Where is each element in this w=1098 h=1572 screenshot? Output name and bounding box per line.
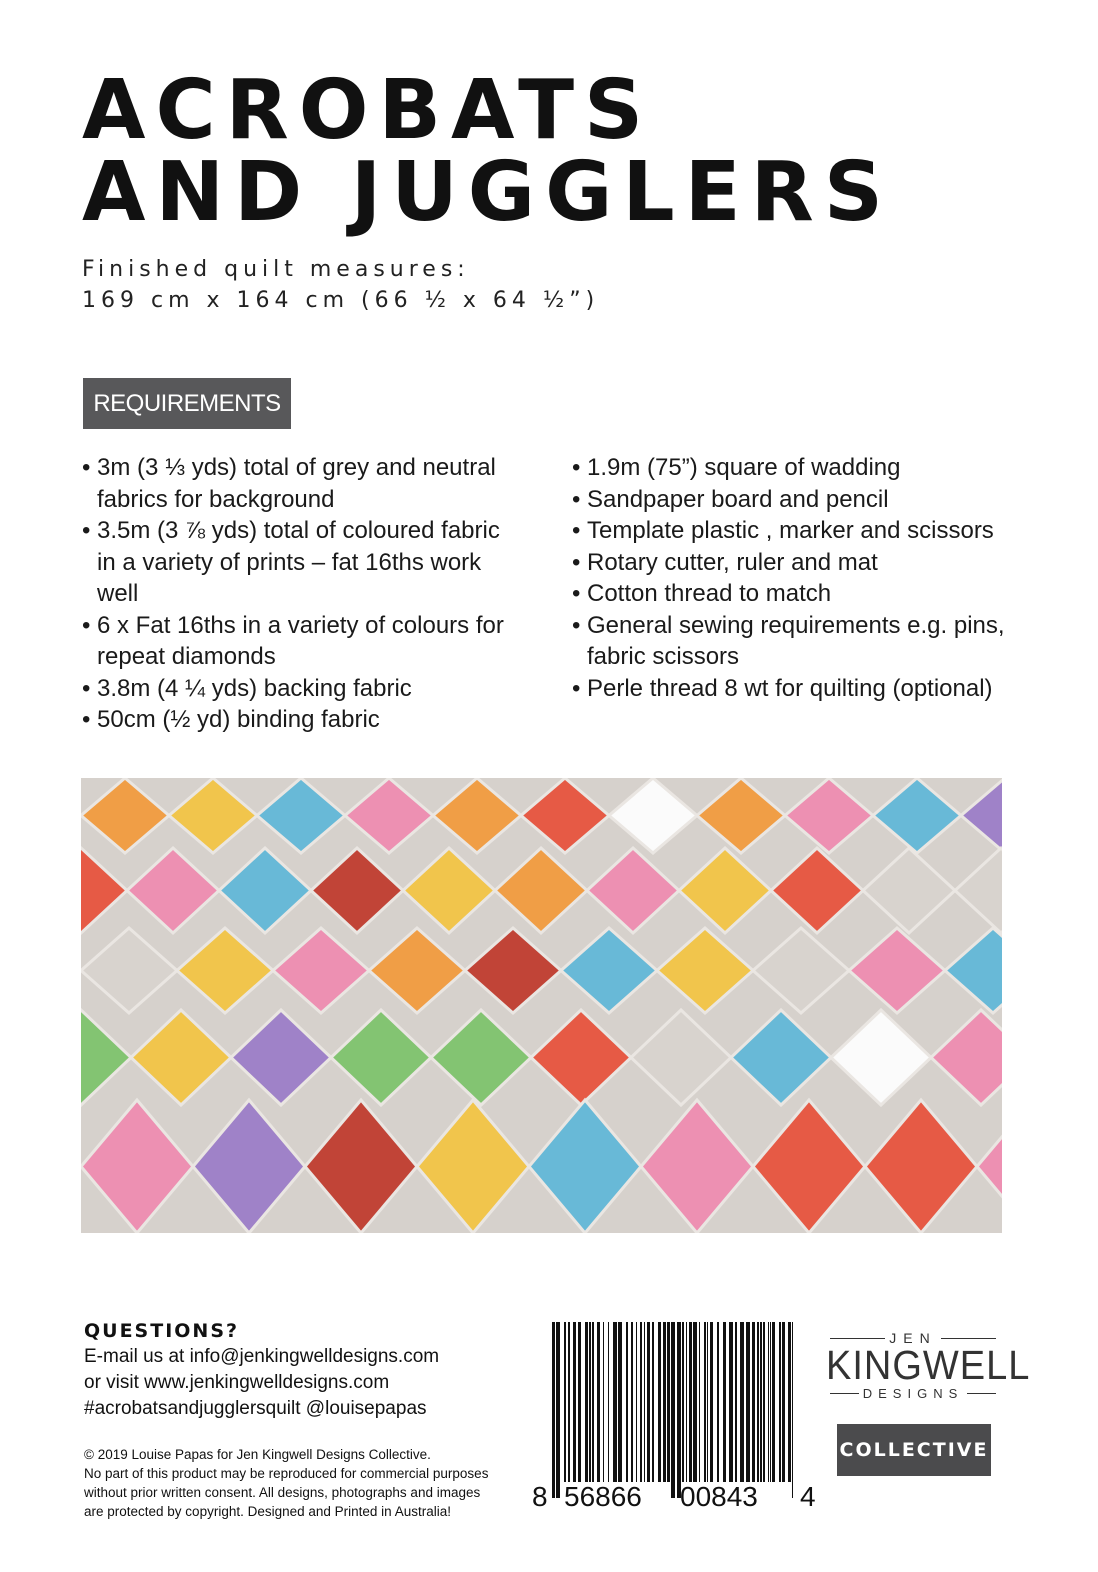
requirement-item: • 3.8m (4 ¼ yds) backing fabric [82, 673, 522, 705]
barcode-bar [631, 1322, 633, 1482]
barcode-bar [752, 1322, 755, 1482]
questions-block [84, 1318, 524, 1422]
requirements-list-left [82, 452, 522, 736]
requirement-item: • 6 x Fat 16ths in a variety of colours for repeat diamonds [82, 610, 522, 673]
copyright-notice [84, 1445, 524, 1521]
logo-rule [830, 1393, 859, 1394]
copyright-line: © 2019 Louise Papas for Jen Kingwell Designs Collective. [84, 1447, 431, 1462]
barcode-bar [626, 1322, 628, 1482]
barcode-bars [530, 1318, 820, 1518]
barcode-bar [568, 1322, 570, 1482]
requirement-item: • 1.9m (75”) square of wadding [572, 452, 1012, 484]
requirement-item: • General sewing requirements e.g. pins, fabric scissors [572, 610, 1012, 673]
barcode-bar [667, 1322, 670, 1482]
barcode-bar [589, 1322, 591, 1482]
barcode-bar [682, 1322, 684, 1482]
barcode-bar [760, 1322, 762, 1482]
requirement-item: • 50cm (½ yd) binding fabric [82, 704, 522, 736]
finished-size-label: Finished quilt measures: [82, 257, 470, 282]
logo-rule [941, 1338, 996, 1339]
barcode-bar [597, 1322, 600, 1482]
title-line-1: ACROBATS [82, 63, 654, 158]
barcode-bar [573, 1322, 576, 1482]
copyright-line: No part of this product may be reproduced for commercial purposes [84, 1466, 489, 1481]
requirement-item: • Perle thread 8 wt for quilting (optional) [572, 673, 1012, 705]
barcode-bar [671, 1322, 675, 1498]
barcode-bar [686, 1322, 687, 1482]
barcode-digits-2: 56866 [564, 1481, 642, 1512]
barcode-bar [618, 1322, 622, 1482]
barcode-bar [636, 1322, 637, 1482]
finished-size-value: 169 cm x 164 cm (66 ½ x 64 ½”) [82, 288, 600, 313]
barcode-bar [603, 1322, 604, 1482]
logo-rule [830, 1338, 885, 1339]
social-tags: #acrobatsandjugglersquilt @louisepapas [84, 1398, 427, 1419]
barcode-bar [592, 1322, 594, 1482]
logo-sub-text: DESIGNS [862, 1386, 964, 1401]
barcode-bar [663, 1322, 666, 1482]
barcode-digit-4: 4 [800, 1481, 816, 1512]
requirement-item: • Template plastic , marker and scissors [572, 515, 1012, 547]
requirement-item: • 3m (3 ⅓ yds) total of grey and neutral fabrics for background [82, 452, 522, 515]
jen-kingwell-logo [826, 1330, 1031, 1401]
barcode-bar [647, 1322, 650, 1482]
questions-heading: QUESTIONS? [84, 1320, 240, 1342]
barcode-digits-3: 00843 [680, 1481, 758, 1512]
barcode-digit-1: 8 [532, 1481, 548, 1512]
logo-top-text: JEN [889, 1330, 937, 1346]
title-line-2: AND JUGGLERS [82, 145, 893, 240]
barcode-bar [779, 1322, 781, 1482]
copyright-line: are protected by copyright. Designed and Printed in Australia! [84, 1504, 451, 1519]
barcode-bar [770, 1322, 771, 1482]
barcode-bar [693, 1322, 697, 1482]
copyright-line: without prior written consent. All designs, photographs and images [84, 1485, 481, 1500]
barcode-bar [740, 1322, 744, 1482]
barcode-bar [699, 1322, 700, 1482]
barcode-bar [707, 1322, 708, 1482]
barcode-bar [613, 1322, 617, 1482]
barcode-bar [608, 1322, 609, 1482]
contact-email: E-mail us at info@jenkingwelldesigns.com [84, 1346, 440, 1367]
requirements-heading: REQUIREMENTS [83, 378, 291, 429]
barcode-bar [788, 1322, 791, 1482]
collective-badge: COLLECTIVE [837, 1424, 991, 1476]
barcode-bar [578, 1322, 581, 1482]
barcode-bar [768, 1322, 769, 1482]
quilt-pattern-image [81, 778, 1002, 1233]
barcode-bar [729, 1322, 733, 1482]
requirement-item: • Rotary cutter, ruler and mat [572, 547, 1012, 579]
requirement-item: • Sandpaper board and pencil [572, 484, 1012, 516]
barcode-bar [746, 1322, 750, 1482]
barcode-bar [644, 1322, 645, 1482]
barcode-bar [735, 1322, 737, 1482]
barcode-bar [710, 1322, 713, 1482]
barcode-bar [792, 1322, 793, 1498]
pattern-title [82, 63, 893, 240]
barcode-bar [704, 1322, 706, 1482]
requirement-item: • 3.5m (3 ⅞ yds) total of coloured fabric in a variety of prints – fat 16ths work well [82, 515, 522, 610]
barcode-bar [677, 1322, 681, 1498]
barcode-bar [658, 1322, 661, 1482]
barcode [530, 1318, 820, 1518]
barcode-bar [564, 1322, 566, 1482]
barcode-bar [552, 1322, 555, 1498]
barcode-bar [717, 1322, 719, 1482]
barcode-bar [723, 1322, 726, 1482]
requirements-list-right [572, 452, 1012, 704]
barcode-bar [757, 1322, 759, 1482]
logo-rule [967, 1393, 996, 1394]
quilt-photo [81, 778, 1002, 1233]
contact-website: or visit www.jenkingwelldesigns.com [84, 1372, 390, 1393]
barcode-bar [652, 1322, 654, 1482]
barcode-bar [556, 1322, 560, 1498]
logo-main-text: KINGWELL [826, 1343, 1031, 1389]
barcode-bar [782, 1322, 785, 1482]
requirement-item: • Cotton thread to match [572, 578, 1012, 610]
barcode-bar [640, 1322, 642, 1482]
finished-size [82, 254, 599, 316]
barcode-bar [689, 1322, 692, 1482]
barcode-bar [763, 1322, 765, 1482]
barcode-bar [585, 1322, 588, 1482]
barcode-bar [772, 1322, 775, 1482]
